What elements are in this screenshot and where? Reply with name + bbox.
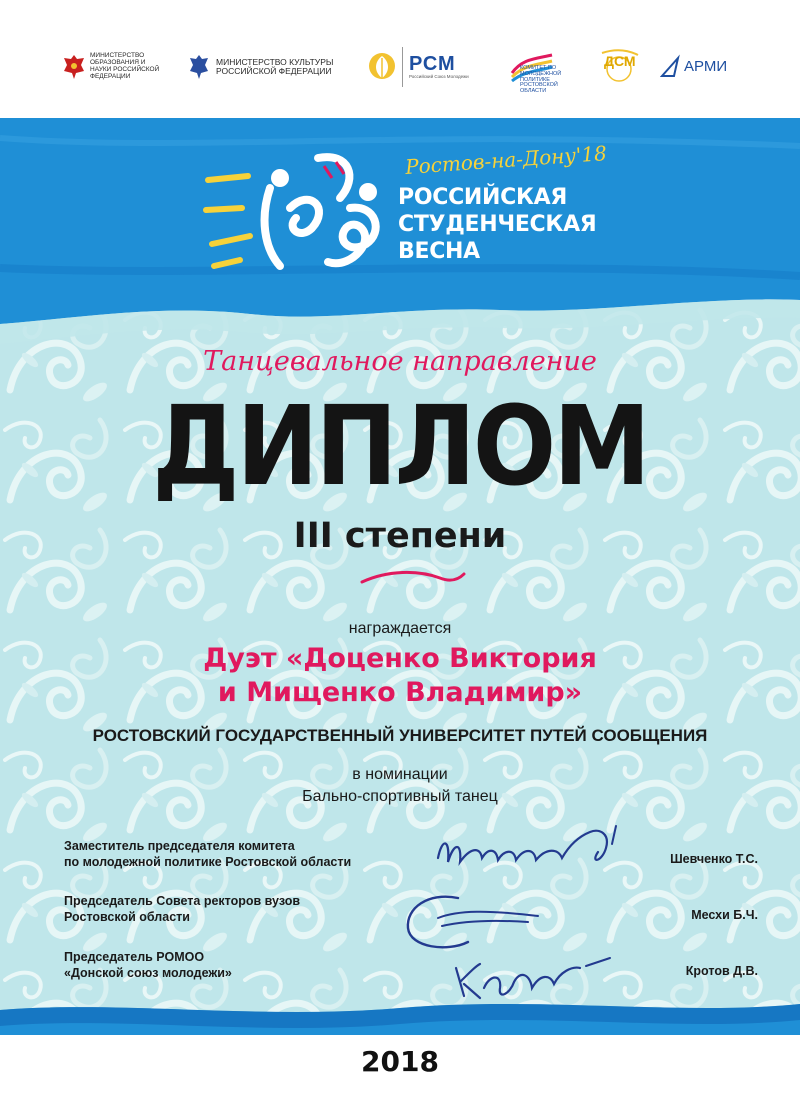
- signatory-role-line: Ростовской области: [64, 910, 190, 924]
- dance-direction-heading: Танцевальное направление: [203, 346, 597, 377]
- signatory-role-line: Председатель Совета ректоров вузов: [64, 894, 301, 908]
- signatory-role: [64, 893, 300, 925]
- festival-title-line: ВЕСНА: [398, 239, 480, 264]
- ministry-culture-logo: [188, 42, 351, 92]
- armi-text: АРМИ: [684, 58, 728, 76]
- signature-shevchenko: [430, 818, 640, 878]
- signatory-role-line: «Донской союз молодежи»: [64, 966, 232, 980]
- signatory-role-line: Председатель РОМОО: [64, 950, 205, 964]
- signatory-name: Кротов Д.В.: [685, 964, 758, 978]
- rsm-text: РСМ: [409, 53, 456, 76]
- leaf-icon: [368, 50, 396, 84]
- signatory-name: Месхи Б.Ч.: [691, 908, 758, 922]
- decorative-swoosh-icon: [358, 566, 468, 588]
- festival-title-line: РОССИЙСКАЯ: [398, 185, 568, 210]
- awarded-label: награждается: [348, 620, 452, 637]
- diploma-title: ДИПЛОМ: [152, 383, 648, 511]
- festival-title-line: СТУДЕНЧЕСКАЯ: [398, 212, 597, 237]
- diploma-year: 2018: [361, 1045, 439, 1078]
- ministry-education-text: МИНИСТЕРСТВО ОБРАЗОВАНИЯ И НАУКИ РОССИЙСКОЙ ФЕДЕРАЦИИ: [90, 52, 160, 80]
- university-name: РОСТОВСКИЙ ГОСУДАРСТВЕННЫЙ УНИВЕРСИТЕТ ПУТЕЙ СООБЩЕНИЯ: [92, 726, 708, 745]
- recipient-line: Дуэт «Доценко Виктория: [203, 643, 597, 674]
- nomination-value: Бально-спортивный танец: [302, 788, 498, 805]
- festival-title: [398, 184, 596, 265]
- recipient-line: и Мищенко Владимир»: [217, 677, 583, 708]
- logo-strip: [0, 0, 800, 118]
- recipient-name: [0, 642, 800, 710]
- nomination-label: в номинации: [352, 766, 448, 783]
- rsm-logo: [368, 42, 469, 92]
- dsm-text: ДСМ: [604, 53, 636, 69]
- eagle-emblem-icon: [62, 53, 86, 81]
- armi-logo: [660, 42, 727, 92]
- signatory-role-line: Заместитель председателя комитета: [64, 839, 295, 853]
- committee-logo: [510, 42, 562, 95]
- signatory-name: Шевченко Т.С.: [670, 852, 758, 866]
- signatory-role: [64, 838, 351, 870]
- signatory-role-line: по молодежной политике Ростовской области: [64, 855, 352, 869]
- committee-text: КОМИТЕТ ПО МОЛОДЕЖНОЙ ПОЛИТИКЕ РОСТОВСКОЙ ОБЛАСТИ: [520, 65, 562, 95]
- ministry-culture-text: МИНИСТЕРСТВО КУЛЬТУРЫ РОССИЙСКОЙ ФЕДЕРАЦИИ: [216, 57, 334, 76]
- rsm-subtext: Российский Союз Молодежи: [409, 74, 469, 80]
- festival-emblem-icon: [200, 148, 400, 278]
- dsm-logo: [594, 42, 644, 92]
- festival-city-year: Ростов-на-Дону'18: [404, 140, 608, 180]
- diploma-degree: III степени: [293, 516, 507, 556]
- signature-krotov: [450, 944, 620, 1004]
- arrow-logo-icon: [660, 54, 682, 80]
- ministry-education-logo: [62, 42, 162, 92]
- eagle-emblem-icon: [188, 53, 210, 81]
- signatory-role: [64, 949, 232, 981]
